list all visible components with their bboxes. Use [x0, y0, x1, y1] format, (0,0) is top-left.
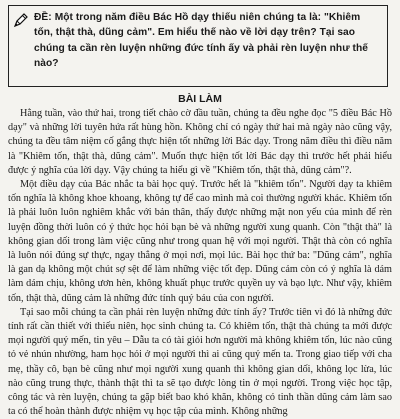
paragraph-3: Tại sao mỗi chúng ta cần phải rèn luyện những đức tính ấy? Trước tiên vì đó là những đức tính rất cần thiết với thiếu niên, học sinh chúng ta. Có khiêm tốn, thật thà chúng ta mới được mọi người quý mến, tin yêu – Dẫu ta có tài giỏi hơn người mà không khiêm tốn, lúc nào cũng tỏ vẻ nhún nhường, ham học hỏi ở mọi người thì ai cũng quý mến ta. Trong giao tiếp với cha mẹ, thầy cô, bạn bè cũng như mọi người xung quanh thì không gian dối, không lọc lừa, lúc nào cũng trung thực, thành thật thì ta sẽ tạo được lòng tin ở mọi người. Trong việc học tập, công tác và rèn luyện, chúng ta gặp biết bao khó khăn, không có tinh thần dũng cảm làm sao ta có thể hoàn thành được nhiệm vụ học tập của mình. Không những	[8, 306, 392, 418]
essay-body	[8, 107, 392, 419]
prompt-label: ĐỀ:	[34, 12, 52, 23]
prompt-text	[17, 10, 381, 72]
prompt-question: Một trong năm điều Bác Hồ dạy thiếu niên chúng ta là: "Khiêm tốn, thật thà, dũng cảm". Em hiểu thế nào về lời dạy trên? Tại sao chúng ta cần rèn luyện những đức tính ấy và phải rèn luyện như thế nào?	[34, 12, 368, 70]
answer-title: BÀI LÀM	[178, 93, 222, 105]
prompt-box	[8, 5, 388, 87]
paragraph-2: Một điều dạy của Bác nhắc ta bài học quý. Trước hết là "khiêm tốn". Người dạy ta khiêm tốn nghĩa là không khoe khoang, không tự để cao mình mà coi thường người khác. Khiêm tốn là phải luôn luôn nghiêm khắc với bản thân, thấy được những mặt non yếu của mình để rèn luyện đồng thời luôn có ý thức học hỏi bạn bè và những người xung quanh. Còn "thật thà" là không gian dối trong làm việc cũng như trong quan hệ với mọi người. Thật thà còn có nghĩa là luôn nói đúng sự thực, ngay thẳng ở mọi nơi, mọi lúc. Bài học thứ ba: "Dũng cảm", nghĩa là gan dạ không một chút sợ sệt để làm những việc tốt đẹp. Dũng cảm còn có ý nghĩa là dám làm dám chịu, không ươn hèn, không khuất phục trước quyền uy và bạo lực. Như vậy, khiêm tốn, thật thà, dũng cảm là những đức tính quý báu của con người.	[8, 179, 392, 304]
pencil-icon	[13, 12, 29, 28]
paragraph-1: Hằng tuần, vào thứ hai, trong tiết chào cờ đầu tuần, chúng ta đều nghe đọc "5 điều Bác Hồ dạy" và những lời tuyên hứa rất hùng hồn. Không chỉ có ngày thứ hai mà ngày nào cũng vậy, chúng ta đều tâm niệm cố gắng thực hiện tốt những lời Bác dạy. Trong năm điều thì điều năm là "Khiêm tốn, thật thà, dũng cảm". Muốn thực hiện tốt lời Bác dạy thì trước hết phải hiểu được ý nghĩa của lời dạy. Vậy chúng ta hiểu gì về "Khiêm tốn, thật thà, dũng cảm"?.	[8, 108, 392, 176]
